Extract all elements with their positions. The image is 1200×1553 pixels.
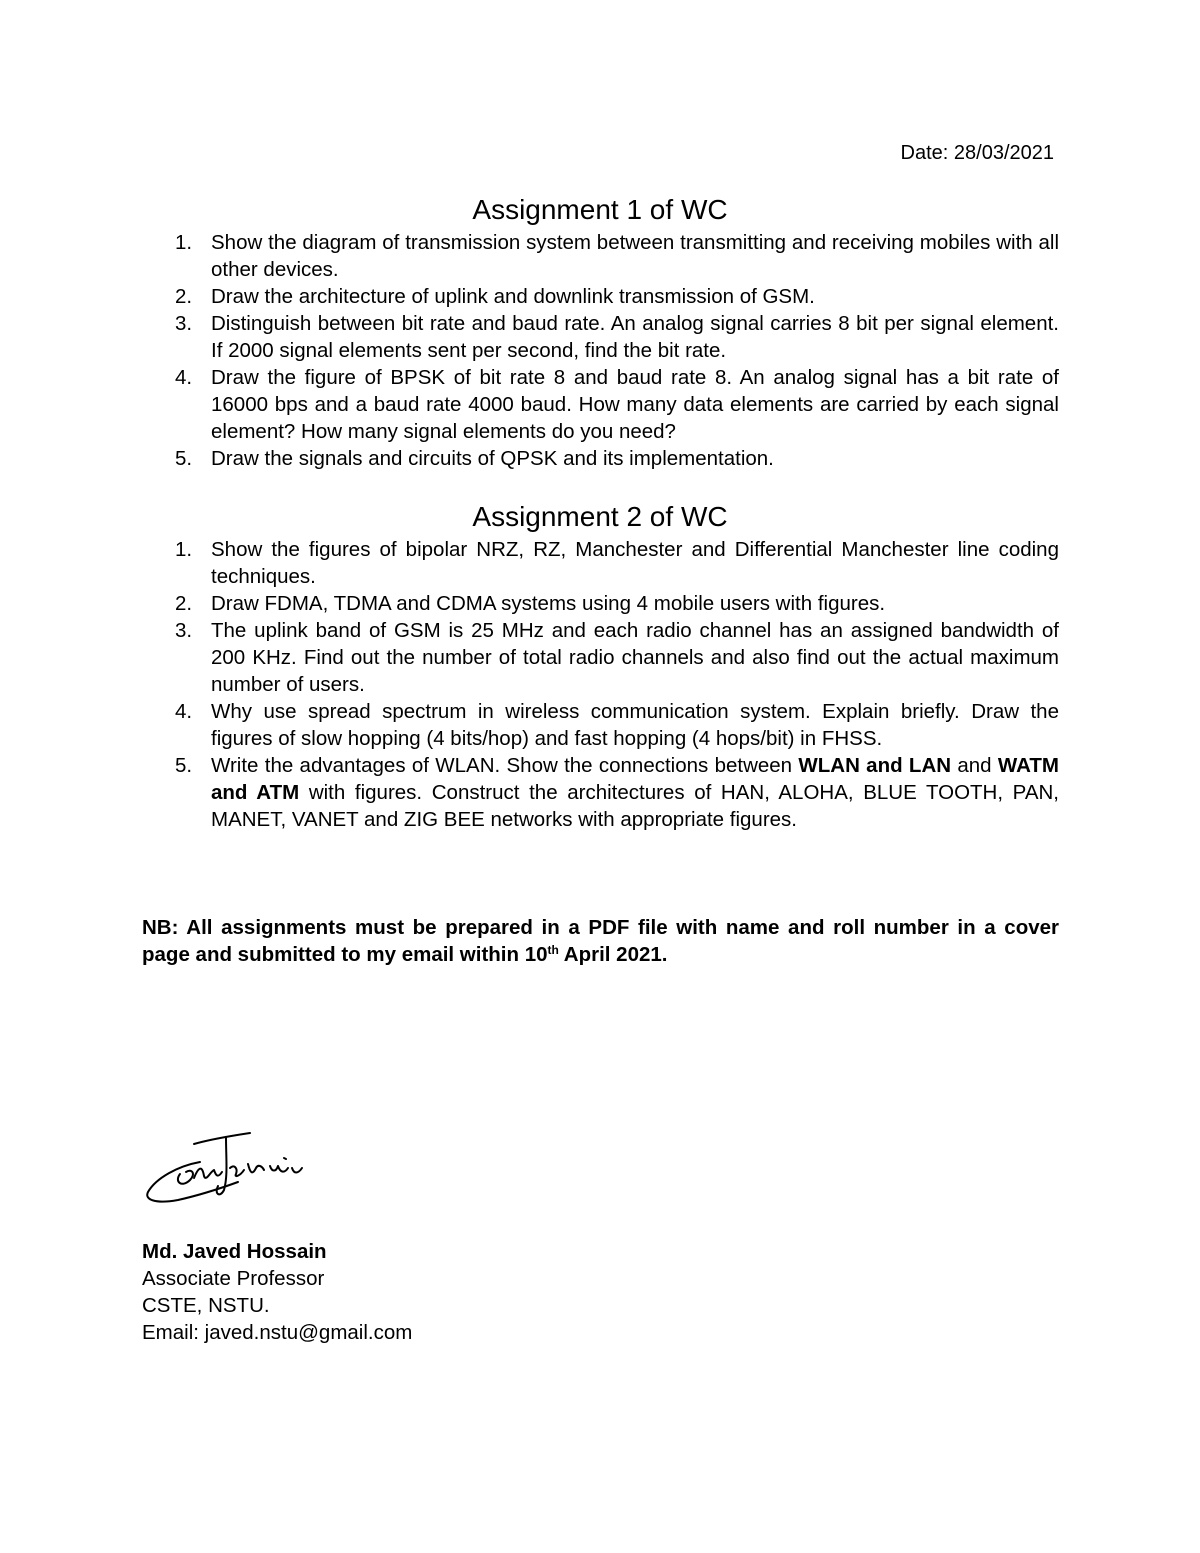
question-number: 1. bbox=[175, 231, 193, 254]
handwritten-signature bbox=[138, 1128, 318, 1220]
assignment-1-question-list bbox=[175, 229, 1059, 472]
question-number: 5. bbox=[175, 447, 193, 470]
question-text-part: Write the advantages of WLAN. Show the connections between bbox=[211, 754, 799, 777]
question-item bbox=[175, 590, 1059, 617]
question-item bbox=[175, 364, 1059, 445]
question-number: 5. bbox=[175, 754, 193, 777]
question-number: 2. bbox=[175, 285, 193, 308]
question-text: Distinguish between bit rate and baud rate. An analog signal carries 8 bit per signal element. If 2000 signal elements sent per second, find the bit rate. bbox=[211, 312, 1059, 362]
assignment-2-question-list bbox=[175, 536, 1060, 833]
signatory-name bbox=[142, 1238, 412, 1265]
question-text: Draw the signals and circuits of QPSK and its implementation. bbox=[211, 447, 774, 470]
signatory-block bbox=[142, 1238, 412, 1346]
question-text: The uplink band of GSM is 25 MHz and each radio channel has an assigned bandwidth of 200 KHz. Find out the number of total radio channels and also find out the actual maximum number of users. bbox=[211, 619, 1059, 696]
question-number: 1. bbox=[175, 538, 193, 561]
submission-note bbox=[142, 914, 1059, 968]
assignment-1-title: Assignment 1 of WC bbox=[472, 194, 728, 225]
note-label: NB bbox=[142, 916, 172, 939]
note-tail: April 2021. bbox=[558, 943, 668, 966]
question-text: Draw the figure of BPSK of bit rate 8 and baud rate 8. An analog signal has a bit rate of 16000 bps and a baud rate 4000 baud. How many data elements are carried by each signal element? How many signal elements do you need? bbox=[211, 366, 1059, 443]
question-text-bold: WATM and ATM bbox=[211, 754, 1059, 804]
question-item bbox=[175, 229, 1059, 283]
note-superscript: th bbox=[547, 943, 559, 957]
question-number: 4. bbox=[175, 366, 193, 389]
question-item bbox=[175, 698, 1059, 752]
question-number: 3. bbox=[175, 312, 193, 335]
document-date: Date: 28/03/2021 bbox=[900, 142, 1054, 164]
question-number: 2. bbox=[175, 592, 193, 615]
question-item bbox=[175, 617, 1059, 698]
signatory-email: Email: javed.nstu@gmail.com bbox=[142, 1321, 413, 1344]
question-text-bold: WLAN and LAN bbox=[798, 754, 952, 777]
question-number: 3. bbox=[175, 619, 193, 642]
question-text-part: and bbox=[951, 754, 998, 777]
signatory-designation: Associate Professor bbox=[142, 1267, 325, 1290]
question-item bbox=[175, 536, 1059, 590]
question-text: Draw FDMA, TDMA and CDMA systems using 4 mobile users with figures. bbox=[211, 592, 886, 615]
question-text bbox=[211, 754, 1059, 831]
question-item bbox=[175, 283, 1059, 310]
question-text: Show the figures of bipolar NRZ, RZ, Manchester and Differential Manchester line coding techniques. bbox=[211, 538, 1059, 588]
question-item bbox=[175, 445, 1059, 472]
signatory-name-text: Md. Javed Hossain bbox=[142, 1240, 327, 1263]
question-item bbox=[175, 752, 1060, 833]
assignment-2-title: Assignment 2 of WC bbox=[472, 501, 728, 532]
note-text: : All assignments must be prepared in a PDF file with name and roll number in a cover page and submitted to my email within 10 bbox=[142, 916, 1059, 966]
signatory-department: CSTE, NSTU. bbox=[142, 1294, 270, 1317]
question-text: Show the diagram of transmission system between transmitting and receiving mobiles with all other devices. bbox=[211, 231, 1059, 281]
question-number: 4. bbox=[175, 700, 193, 723]
question-text: Draw the architecture of uplink and downlink transmission of GSM. bbox=[211, 285, 815, 308]
question-text-part: with figures. Construct the architectures of HAN, ALOHA, BLUE TOOTH, PAN, MANET, VANET and ZIG BEE networks with appropriate figures. bbox=[211, 781, 1060, 831]
question-text: Why use spread spectrum in wireless communication system. Explain briefly. Draw the figures of slow hopping (4 bits/hop) and fast hopping (4 hops/bit) in FHSS. bbox=[211, 700, 1059, 750]
question-item bbox=[175, 310, 1059, 364]
